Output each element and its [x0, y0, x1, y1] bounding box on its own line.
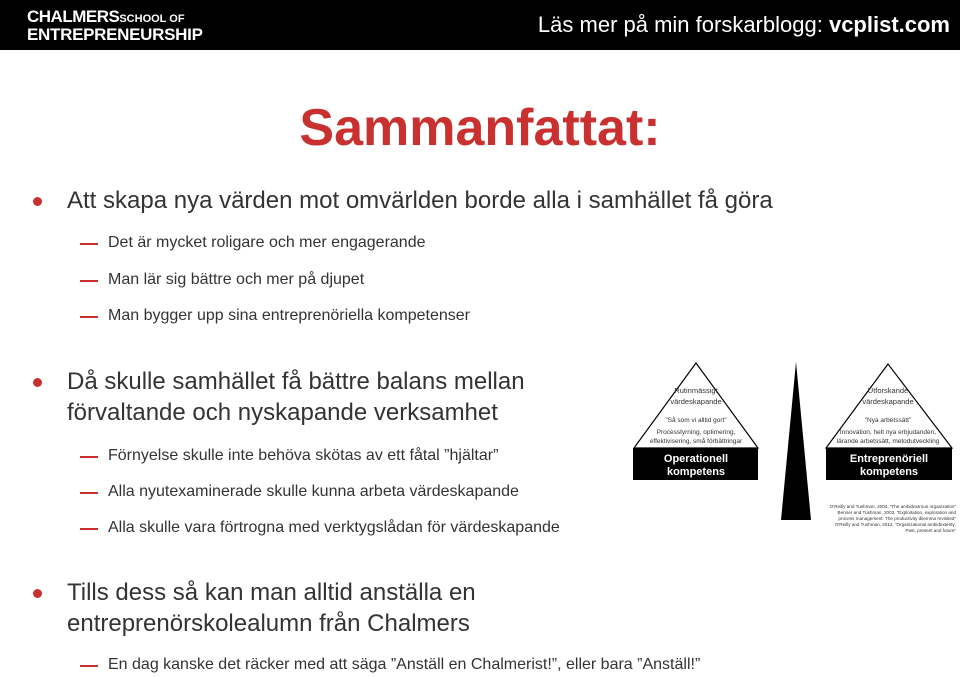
bullet-3-line1: Tills dess så kan man alltid anställa en [67, 579, 476, 606]
reference-1: O'Reilly and Tushman, 2004, ”The ambidextrous organization” [829, 504, 956, 509]
left-box-line2: kompetens [666, 466, 726, 478]
chalmers-logo [27, 8, 203, 43]
bullet-2-line1: Då skulle samhället få bättre balans mellan [67, 368, 525, 395]
logo-line1: CHALMERS [27, 7, 120, 26]
reference-3: process management: The productivity dilemma revisited” [838, 516, 956, 521]
page-title: Sammanfattat: [299, 99, 661, 157]
sub-bullet-2-2: Alla nyutexaminerade skulle kunna arbeta värdeskapande [108, 483, 519, 500]
fulcrum [781, 362, 811, 520]
right-desc1: Innovation, helt nya erbjudanden, [839, 429, 937, 436]
sub-bullet-2-1: Förnyelse skulle inte behöva skötas av ett fåtal ”hjältar” [108, 447, 499, 464]
blog-link[interactable] [538, 12, 950, 38]
reference-5: Past, present and future” [905, 528, 956, 533]
right-desc2: lärande arbetssätt, metodutveckling [836, 438, 940, 445]
left-top1: Rutinmässigt [674, 386, 718, 395]
left-desc2: effektivisering, små förbättringar [649, 438, 743, 445]
bullet-3-line2: entreprenörskolealumn från Chalmers [67, 610, 470, 637]
reference-4: O'Reilly and Tushman, 2013, ”Organizational ambidexterity: [834, 522, 956, 527]
sub-bullet-1-2: Man lär sig bättre och mer på djupet [108, 271, 365, 288]
balance-scale-diagram [630, 362, 960, 562]
logo-line2: ENTREPRENEURSHIP [27, 25, 203, 44]
bullet-1: Att skapa nya värden mot omvärlden borde alla i samhället få göra [67, 187, 773, 214]
header-bar [0, 0, 960, 50]
right-box-line1: Entreprenöriell [849, 453, 929, 465]
bullet-2 [67, 366, 525, 428]
left-quote: ”Så som vi alltid gort” [665, 417, 727, 424]
right-box-line2: kompetens [859, 466, 919, 478]
right-quote: ”Nya arbetssätt” [864, 417, 912, 424]
right-top1: Utforskande [867, 386, 909, 395]
sub-bullet-1-3: Man bygger upp sina entreprenöriella kompetenser [108, 307, 470, 324]
sub-bullet-3-1: En dag kanske det räcker med att säga ”Anställ en Chalmerist!”, eller bara ”Anställ!” [108, 656, 701, 673]
sub-bullet-2-3: Alla skulle vara förtrogna med verktygslådan för värdeskapande [108, 519, 560, 536]
blog-site: vcplist.com [828, 12, 950, 37]
left-desc1: Processtyrning, optimering, [656, 429, 736, 436]
blog-prefix: Läs mer på min forskarblogg: [537, 12, 829, 37]
sub-bullet-1-1: Det är mycket roligare och mer engagerande [108, 234, 426, 251]
right-top2: värdeskapande [862, 397, 914, 406]
left-box-line1: Operationell [663, 453, 729, 465]
bullet-3 [67, 577, 476, 639]
left-top2: värdeskapande [670, 397, 722, 406]
reference-2: Benner and Tushman, 2003, ”Exploitation, exploration and [837, 510, 956, 515]
logo-line1-small: SCHOOL OF [119, 13, 185, 25]
bullet-2-line2: förvaltande och nyskapande verksamhet [67, 399, 498, 426]
